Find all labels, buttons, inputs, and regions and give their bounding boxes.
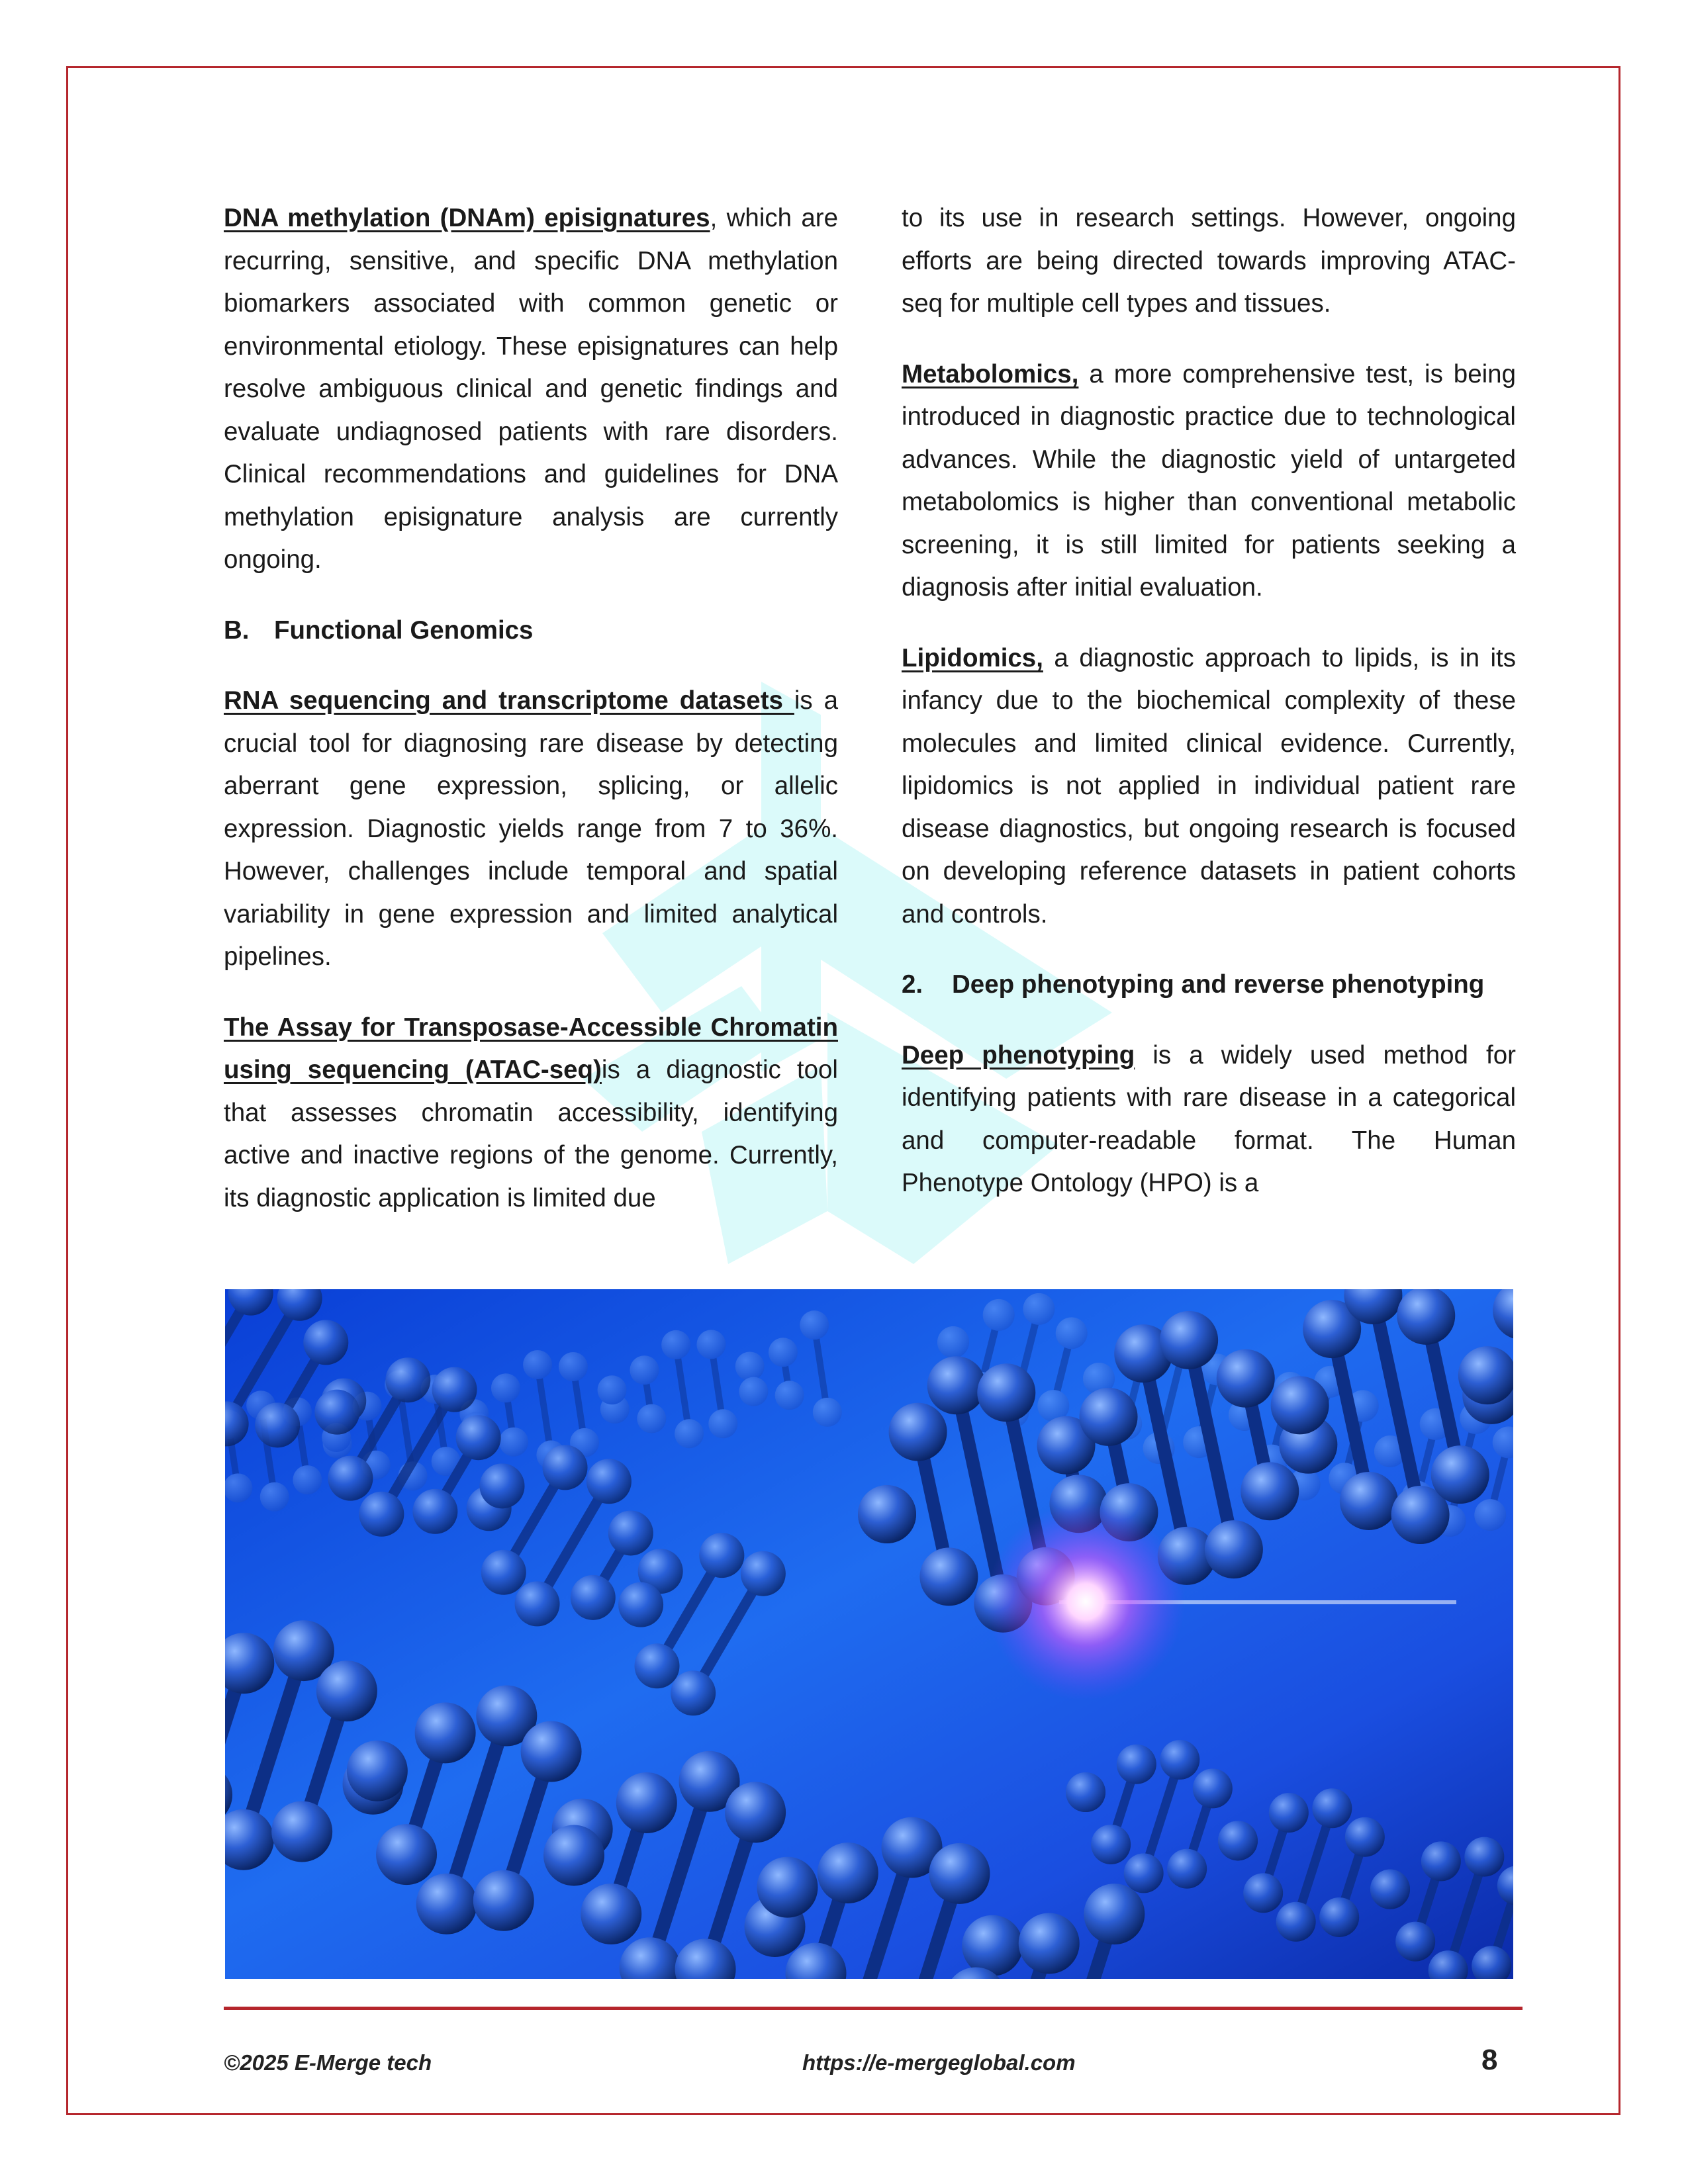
term-deep-phenotyping: Deep phenotyping — [902, 1040, 1135, 1069]
paragraph-metabolomics: Metabolomics, a more comprehensive test, is being introduced in diagnostic practice due to technological advances. While the diagnostic yield of untargeted metabolomics is higher than conventional metabolic screening, it is still limited for patients seeking a diagnosis after initial evaluation. — [902, 359, 1516, 602]
section-heading-deep-phenotyping: 2. Deep phenotyping and reverse phenotyping — [902, 970, 1485, 999]
term-lipidomics: Lipidomics, — [902, 643, 1043, 672]
paragraph-atac-continued: to its use in research settings. However, ongoing efforts are being directed towards improving ATAC-seq for multiple cell types and tissues. — [902, 204, 1516, 318]
footer-url[interactable]: https://e-mergeglobal.com — [802, 2050, 1076, 2075]
page-number: 8 — [1481, 2044, 1498, 2076]
paragraph-atac-seq: The Assay for Transposase-Accessible Chromatin using sequencing (ATAC-seq)is a diagnostic tool that assesses chromatin accessibility, identifying active and inactive regions of the genome. Currently, its diagnostic application is limited due — [224, 1013, 838, 1212]
term-atac-seq: The Assay for Transposase-Accessible Chromatin using sequencing (ATAC-seq) — [224, 1013, 838, 1084]
footer-copyright: ©2025 E-Merge tech — [224, 2050, 432, 2075]
term-rna-sequencing: RNA sequencing and transcriptome datasets — [224, 686, 794, 715]
term-dna-methylation: DNA methylation (DNAm) episignatures — [224, 204, 710, 232]
right-column — [902, 197, 1516, 1205]
left-column — [224, 197, 838, 1220]
term-metabolomics: Metabolomics, — [902, 359, 1079, 388]
paragraph-rna-sequencing: RNA sequencing and transcriptome datasets is a crucial tool for diagnosing rare disease by detecting aberrant gene expression, splicing, or allelic expression. Diagnostic yields range from 7 to 36%. However, challenges include temporal and spatial variability in gene expression and limited analytical pipelines. — [224, 686, 839, 971]
paragraph-dna-methylation: DNA methylation (DNAm) episignatures, which are recurring, sensitive, and specific DNA methylation biomarkers associated with common genetic or environmental etiology. These episignatures can help resolve ambiguous clinical and genetic findings and evaluate undiagnosed patients with rare disorders. Clinical recommendations and guidelines for DNA methylation episignature analysis are currently ongoing. — [224, 204, 838, 574]
dna-helix-icon — [225, 1289, 1513, 1979]
footer-divider — [224, 2007, 1523, 2010]
paragraph-lipidomics: Lipidomics, a diagnostic approach to lipids, is in its infancy due to the biochemical complexity of these molecules and limited clinical evidence. Currently, lipidomics is not applied in individual patient rare disease diagnostics, but ongoing research is focused on developing reference datasets in patient cohorts and controls. — [902, 643, 1516, 929]
paragraph-deep-phenotyping: Deep phenotyping is a widely used method for identifying patients with rare disease in a categorical and computer-readable format. The Human Phenotype Ontology (HPO) is a — [902, 1040, 1516, 1197]
section-heading-functional-genomics: B. Functional Genomics — [224, 615, 534, 645]
dna-helix-image — [225, 1289, 1513, 1979]
